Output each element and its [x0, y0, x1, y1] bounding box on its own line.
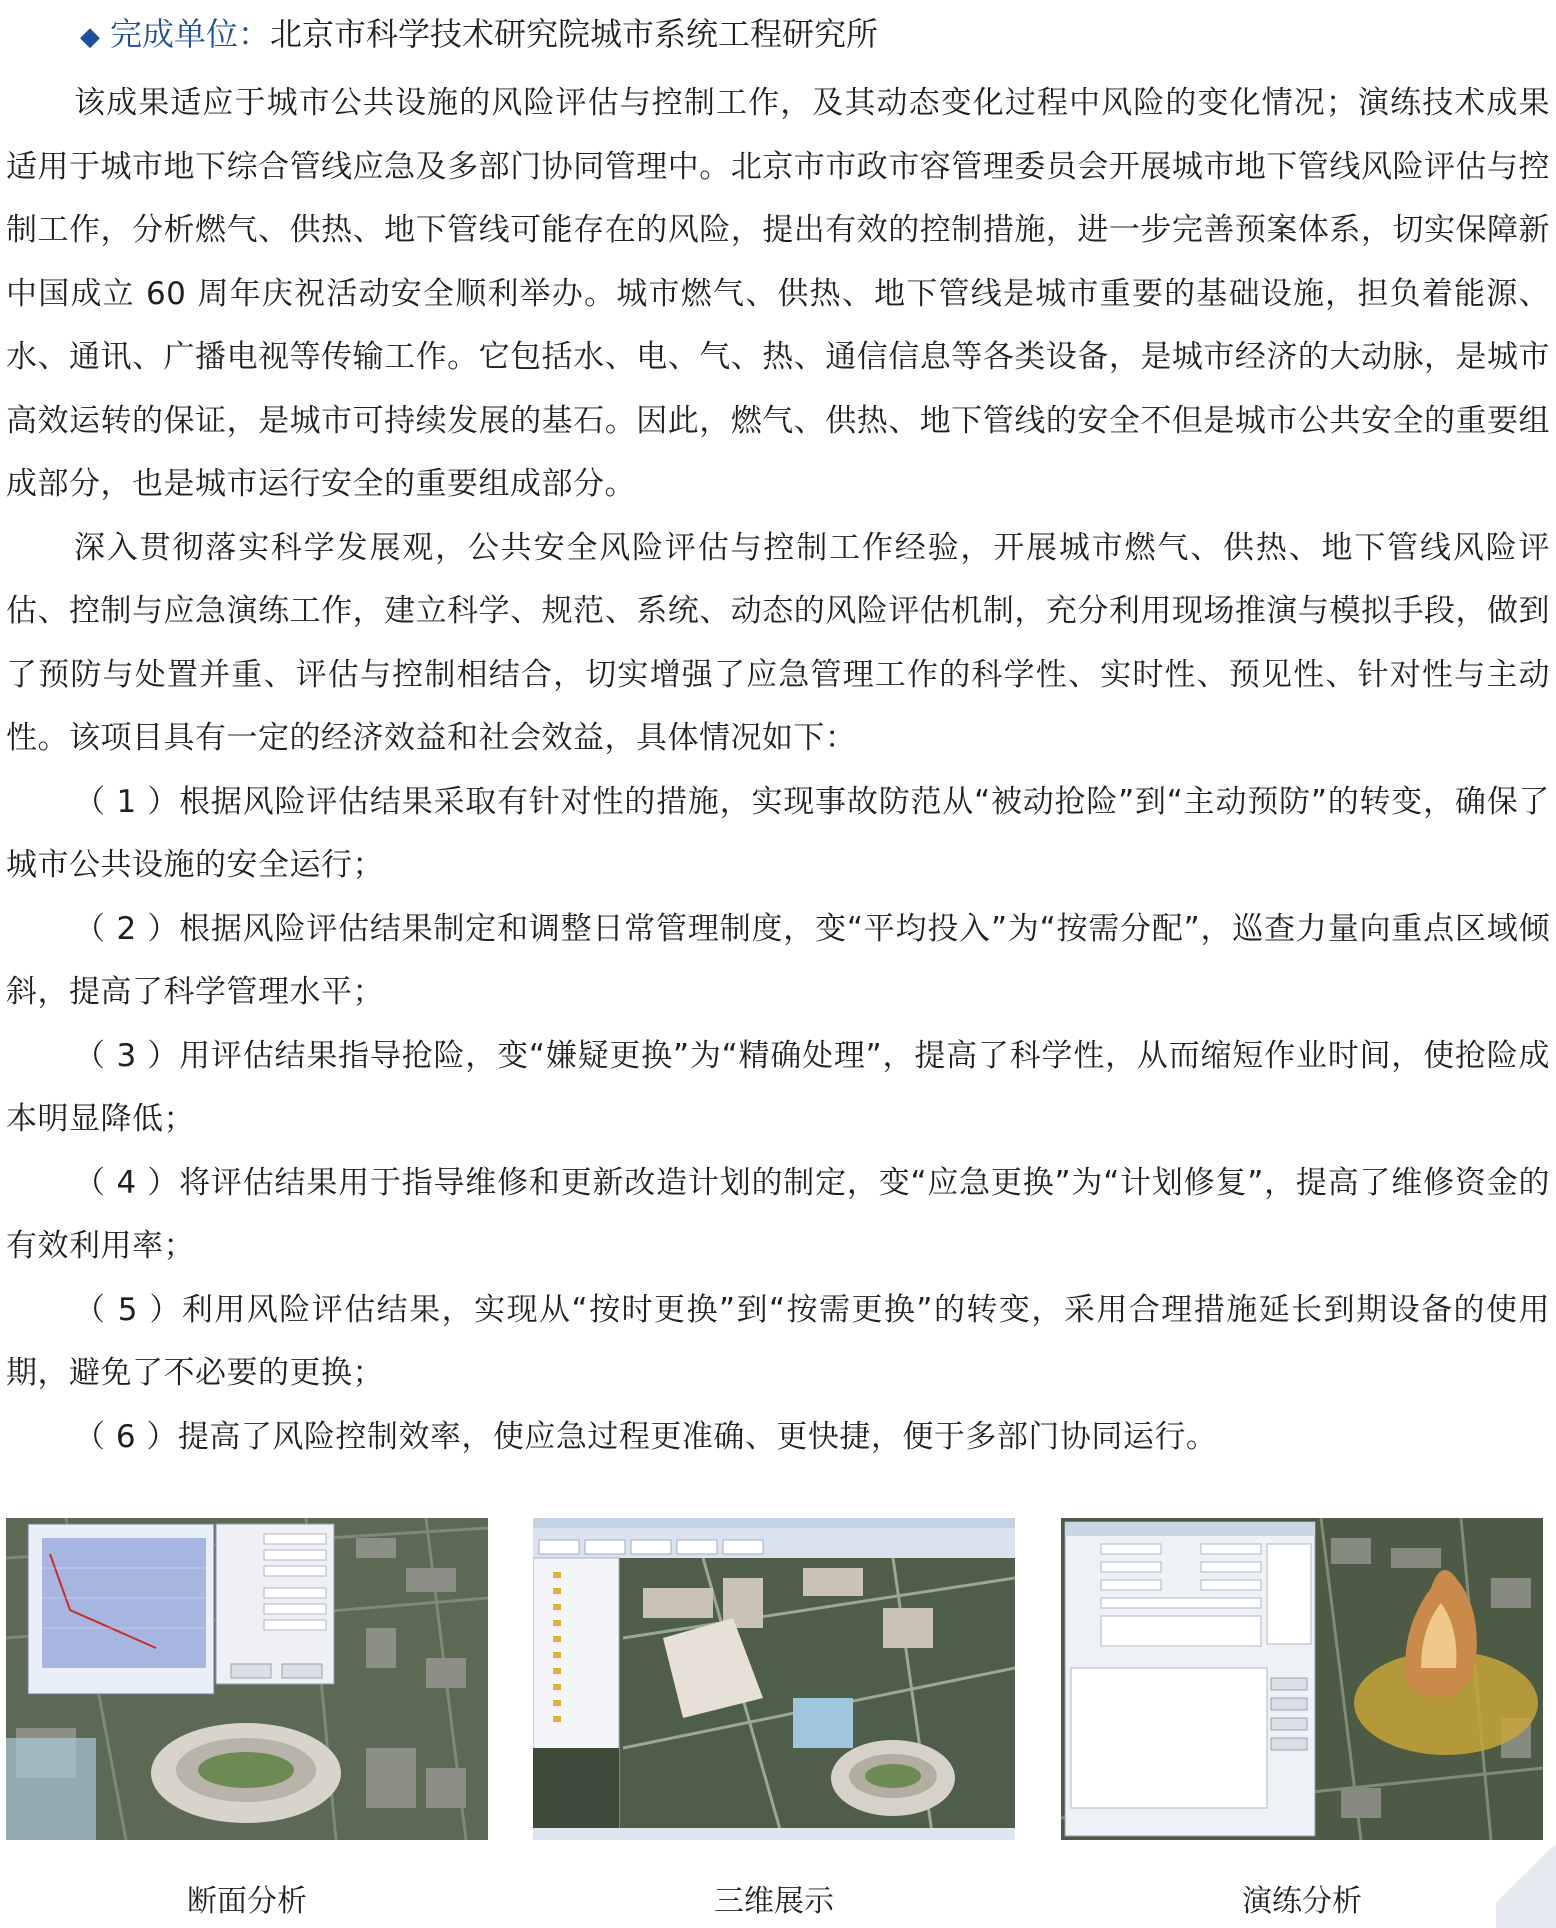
figure-caption: 三维展示 [714, 1884, 834, 1919]
figure-section-analysis [6, 1518, 488, 1922]
diamond-bullet-icon: ◆ [80, 22, 100, 52]
figure-caption: 断面分析 [187, 1884, 307, 1919]
completion-unit-name: 北京市科学技术研究院城市系统工程研究所 [270, 15, 879, 53]
completion-unit-label: 完成单位： [110, 15, 271, 53]
body-text [6, 72, 1550, 1469]
figure-caption: 演练分析 [1242, 1884, 1362, 1919]
figure-drill-analysis [1061, 1518, 1543, 1922]
page-corner-decoration [1496, 1818, 1556, 1928]
figure-row [6, 1518, 1550, 1918]
benefit-item-3: （ 3 ）用评估结果指导抢险，变“嫌疑更换”为“精确处理”，提高了科学性，从而缩短作业时间，使抢险成本明显降低； [6, 1037, 1550, 1137]
section-analysis-screenshot [6, 1518, 488, 1840]
3d-display-screenshot [533, 1518, 1015, 1840]
completion-unit-line [80, 10, 878, 61]
benefit-item-6: （ 6 ）提高了风险控制效率，使应急过程更准确、更快捷，便于多部门协同运行。 [74, 1418, 1218, 1455]
benefit-item-1: （ 1 ）根据风险评估结果采取有针对性的措施，实现事故防范从“被动抢险”到“主动预防”的转变，确保了城市公共设施的安全运行； [6, 783, 1550, 883]
figure-3d-display [533, 1518, 1015, 1922]
paragraph-intro: 该成果适应于城市公共设施的风险评估与控制工作，及其动态变化过程中风险的变化情况；演练技术成果适用于城市地下综合管线应急及多部门协同管理中。北京市市政市容管理委员会开展城市地下管线风险评估与控制工作，分析燃气、供热、地下管线可能存在的风险，提出有效的控制措施，进一步完善预案体系，切实保障新中国成立 60 周年庆祝活动安全顺利举办。城市燃气、供热、地下管线是城市重要的基础设施，担负着能源、水、通讯、广播电视等传输工作。它包括水、电、气、热、通信信息等各类设备，是城市经济的大动脉，是城市高效运转的保证，是城市可持续发展的基石。因此，燃气、供热、地下管线的安全不但是城市公共安全的重要组成部分，也是城市运行安全的重要组成部分。 [6, 85, 1550, 502]
drill-analysis-screenshot [1061, 1518, 1543, 1840]
benefit-item-5: （ 5 ）利用风险评估结果，实现从“按时更换”到“按需更换”的转变，采用合理措施延长到期设备的使用期，避免了不必要的更换； [6, 1291, 1550, 1391]
benefit-item-2: （ 2 ）根据风险评估结果制定和调整日常管理制度，变“平均投入”为“按需分配”，巡查力量向重点区域倾斜，提高了科学管理水平； [6, 910, 1550, 1010]
benefit-item-4: （ 4 ）将评估结果用于指导维修和更新改造计划的制定，变“应急更换”为“计划修复”，提高了维修资金的有效利用率； [6, 1164, 1550, 1264]
paragraph-summary: 深入贯彻落实科学发展观，公共安全风险评估与控制工作经验，开展城市燃气、供热、地下管线风险评估、控制与应急演练工作，建立科学、规范、系统、动态的风险评估机制，充分利用现场推演与模拟手段，做到了预防与处置并重、评估与控制相结合，切实增强了应急管理工作的科学性、实时性、预见性、针对性与主动性。该项目具有一定的经济效益和社会效益，具体情况如下： [6, 529, 1550, 756]
